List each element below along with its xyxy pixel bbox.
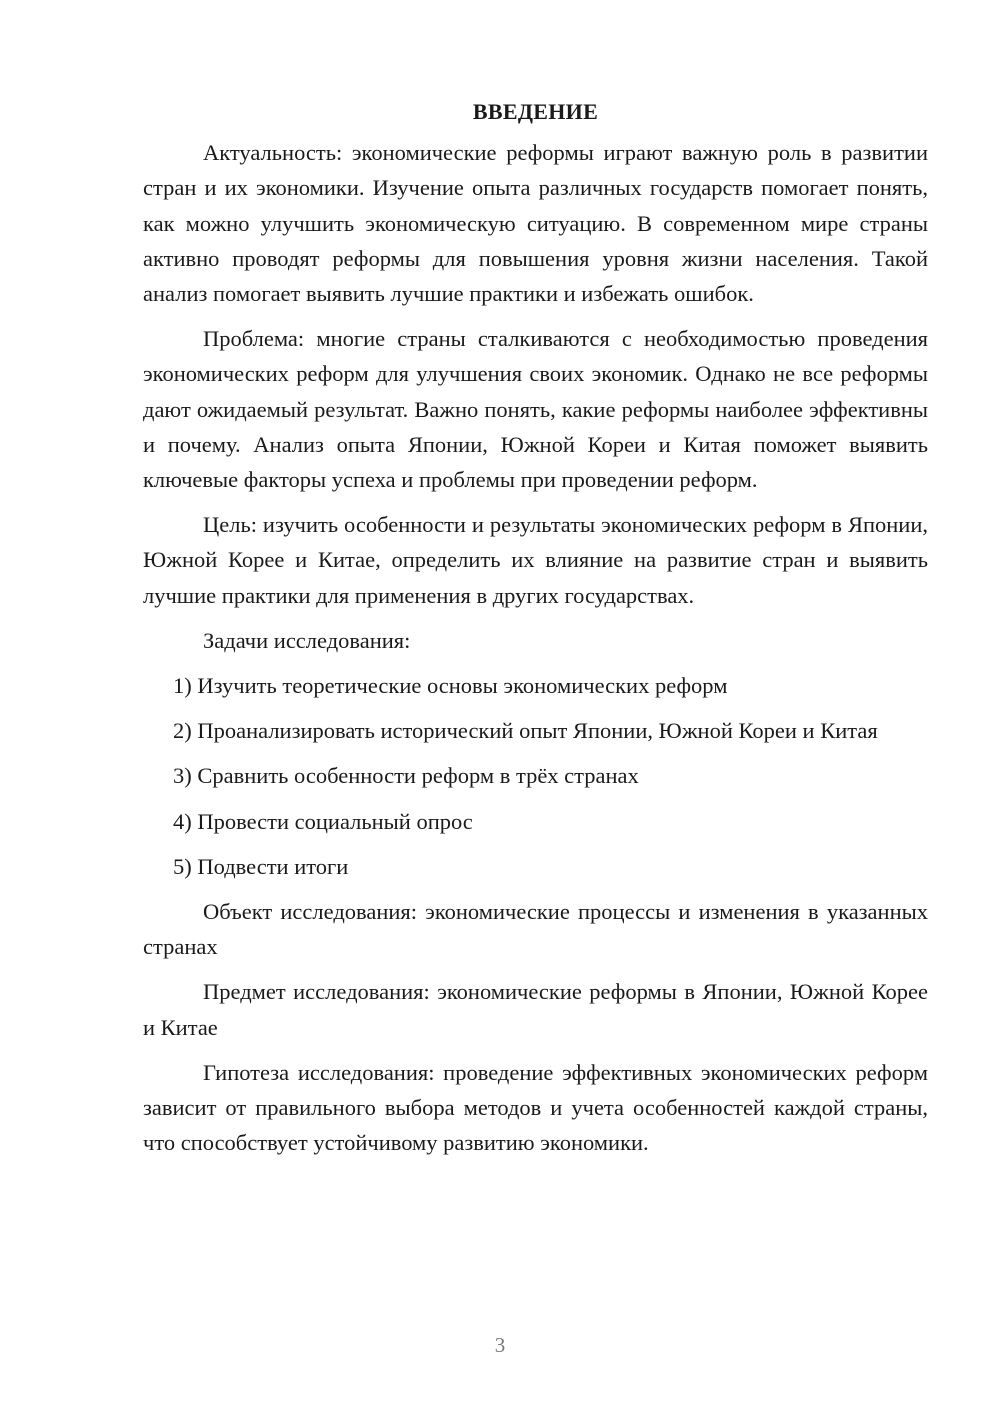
relevance-paragraph: Актуальность: экономические реформы играют важную роль в развитии стран и их экономики. Изучение опыта различных государств помогает понять, как можно улучшить экономическую ситуацию. В современном мире страны активно проводят реформы для повышения уровня жизни населения. Такой анализ помогает выявить лучшие практики и избежать ошибок. bbox=[143, 140, 928, 307]
list-item: 4) Провести социальный опрос bbox=[173, 808, 473, 834]
document-page bbox=[143, 94, 928, 1170]
list-item: 1) Изучить теоретические основы экономических реформ bbox=[173, 673, 728, 699]
list-item: 3) Сравнить особенности реформ в трёх странах bbox=[173, 763, 639, 789]
goal-paragraph: Цель: изучить особенности и результаты экономических реформ в Японии, Южной Корее и Китае, определить их влияние на развитие стран и выявить лучшие практики для применения в других государствах. bbox=[143, 512, 928, 608]
list-item: 5) Подвести итоги bbox=[173, 853, 349, 879]
page-title: ВВЕДЕНИЕ bbox=[472, 99, 599, 124]
tasks-heading: Задачи исследования: bbox=[203, 627, 411, 653]
tasks-list bbox=[143, 668, 928, 884]
object-paragraph: Объект исследования: экономические процессы и изменения в указанных странах bbox=[143, 899, 928, 960]
hypothesis-paragraph: Гипотеза исследования: проведение эффективных экономических реформ зависит от правильного выбора методов и учета особенностей каждой страны, что способствует устойчивому развитию экономики. bbox=[143, 1059, 928, 1156]
list-item: 2) Проанализировать исторический опыт Японии, Южной Кореи и Китая bbox=[173, 718, 878, 744]
problem-paragraph: Проблема: многие страны сталкиваются с необходимостью проведения экономических реформ для улучшения своих экономик. Однако не все реформы дают ожидаемый результат. Важно понять, какие реформы наиболее эффективны и почему. Анализ опыта Японии, Южной Кореи и Китая поможет выявить ключевые факторы успеха и проблемы при проведении реформ. bbox=[143, 326, 928, 493]
page-number: 3 bbox=[494, 1333, 506, 1357]
subject-paragraph: Предмет исследования: экономические реформы в Японии, Южной Корее и Китае bbox=[143, 979, 928, 1040]
